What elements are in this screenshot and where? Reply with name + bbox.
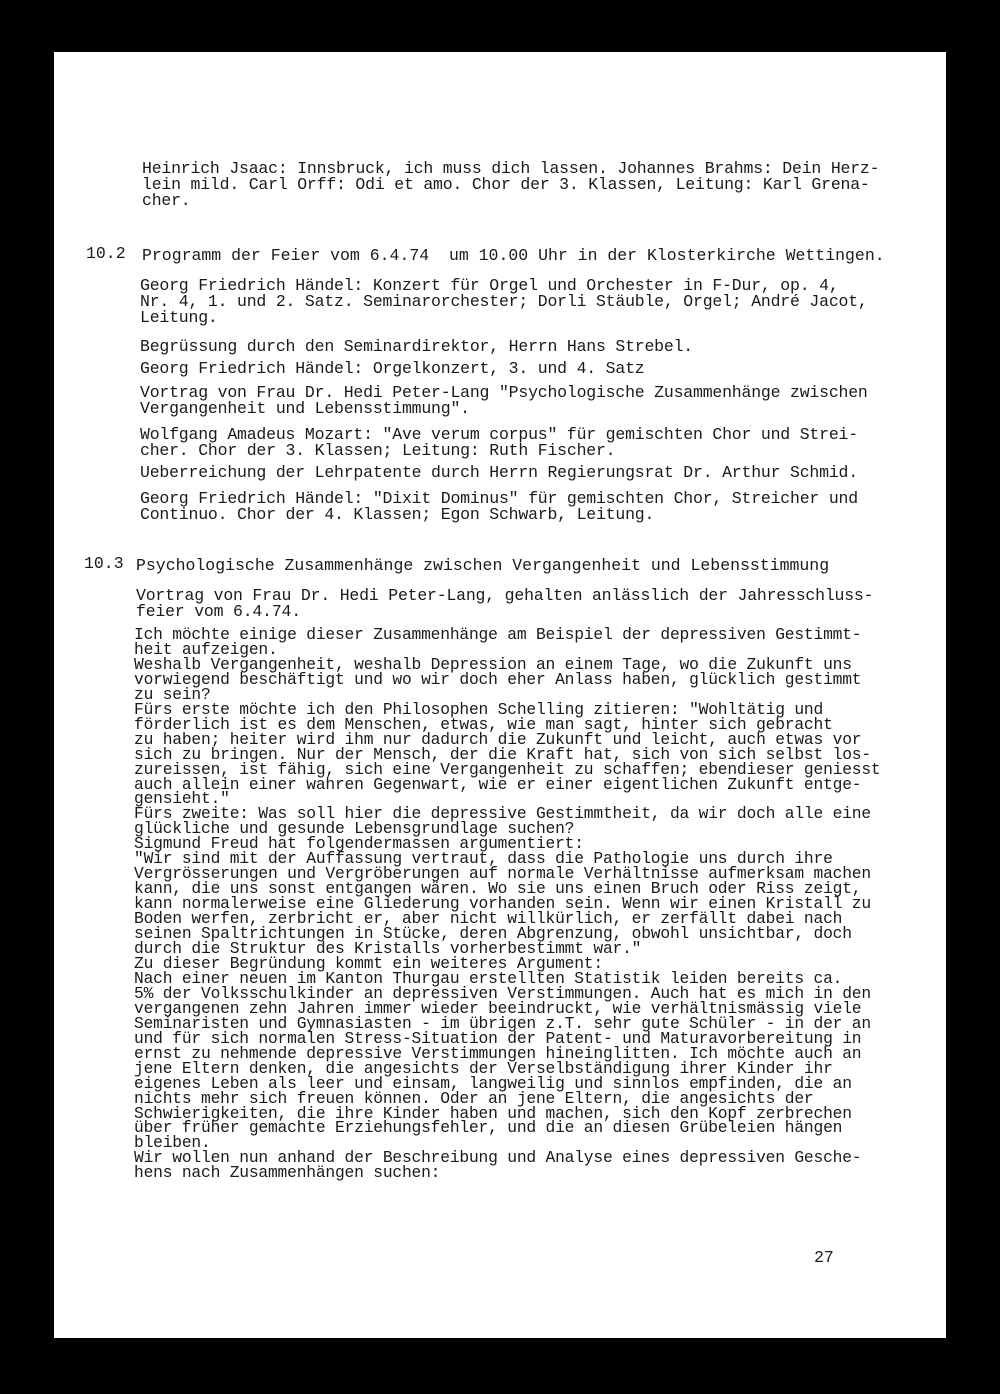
- document-page: [54, 52, 946, 1338]
- program-item-7: Georg Friedrich Händel: "Dixit Dominus" für gemischten Chor, Streicher und Continuo. Chor der 4. Klassen; Egon Schwarb, Leitung.: [140, 489, 858, 524]
- program-item-3: Georg Friedrich Händel: Orgelkonzert, 3. und 4. Satz: [140, 359, 645, 378]
- section-title-10-2: Programm der Feier vom 6.4.74 um 10.00 Uhr in der Klosterkirche Wettingen.: [142, 246, 885, 265]
- lecture-body: Ich möchte einige dieser Zusammenhänge am Beispiel der depressiven Gestimmt- heit aufzeigen. Weshalb Vergangenheit, weshalb Depression an einem Tage, wo die Zukunft uns vorwiegend beschäftigt und wo wir doch eher Anlass haben, glücklich gestimmt zu sein? Fürs erste möchte ich den Philosophen Schelling zitieren: "Wohltätig und förderlich ist es dem Menschen, etwas, wie man sagt, hinter sich gebracht zu haben; heiter wird ihm nur dadurch die Zukunft und leicht, auch etwas vor sich zu bringen. Nur der Mensch, der die Kraft hat, sich von sich selbst los- zureissen, ist fähig, sich eine Vergangenheit zu schaffen; ebendieser geniesst auch allein einer wahren Gegenwart, wie er einer eigentlichen Zukunft entge- gensieht." Fürs zweite: Was soll hier die depressive Gestimmtheit, da wir doch alle eine glückliche und gesunde Lebensgrundlage suchen? Sigmund Freud hat folgendermassen argumentiert: "Wir sind mit der Auffassung vertraut, dass die Pathologie uns durch ihre Vergrösserungen und Vergröberungen auf normale Verhältnisse aufmerksam machen kann, die uns sonst entgangen wären. Wo sie uns einen Bruch oder Riss zeigt, kann normalerweise eine Gliederung vorhanden sein. Wenn wir einen Kristall zu Boden werfen, zerbricht er, aber nicht willkürlich, er zerfällt dabei nach seinen Spaltrichtungen in Stücke, deren Abgrenzung, obwohl unsichtbar, doch durch die Struktur des Kristalls vorherbestimmt war." Zu dieser Begründung kommt ein weiteres Argument: Nach einer neuen im Kanton Thurgau erstellten Statistik leiden bereits ca. 5% der Volksschulkinder an depressiven Verstimmungen. Auch hat es mich in den vergangenen zehn Jahren immer wieder beeindruckt, wie verhältnismässig viele Seminaristen und Gymnasiasten - im übrigen z.T. sehr gute Schüler - in der an und für sich normalen Stress-Situation der Patent- und Maturavorbereitung in ernst zu nehmende depressive Verstimmungen hineinglitten. Ich möchte auch an jene Eltern denken, die angesichts der Verselbständigung ihrer Kinder ihr eigenes Leben als leer und einsam, langweilig und sinnlos empfinden, die an nichts mehr sich freuen können. Oder an jene Eltern, die angesichts der Schwierigkeiten, die ihre Kinder haben und machen, sich den Kopf zerbrechen über früher gemachte Erziehungsfehler, und die an diesen Grübeleien hängen bleiben. Wir wollen nun anhand der Beschreibung und Analyse eines depressiven Gesche- hens nach Zusammenhängen suchen:: [134, 625, 881, 1183]
- section-title-10-3: Psychologische Zusammenhänge zwischen Vergangenheit und Lebensstimmung: [136, 556, 830, 575]
- program-item-1: Georg Friedrich Händel: Konzert für Orgel und Orchester in F-Dur, op. 4, Nr. 4, 1. und 2. Satz. Seminarorchester; Dorli Stäuble, Orgel; André Jacot, Leitung.: [140, 276, 868, 327]
- section-number-10-2: 10.2: [86, 244, 126, 263]
- program-item-6: Ueberreichung der Lehrpatente durch Herrn Regierungsrat Dr. Arthur Schmid.: [140, 463, 858, 482]
- lecture-subtitle: Vortrag von Frau Dr. Hedi Peter-Lang, gehalten anlässlich der Jahresschluss- feier vom 6.4.74.: [136, 586, 874, 621]
- section-number-10-3: 10.3: [84, 554, 124, 573]
- intro-paragraph: Heinrich Jsaac: Innsbruck, ich muss dich lassen. Johannes Brahms: Dein Herz- lein mild. Carl Orff: Odi et amo. Chor der 3. Klassen, Leitung: Karl Grena- cher.: [142, 159, 880, 210]
- page-number: 27: [814, 1248, 834, 1267]
- program-item-2: Begrüssung durch den Seminardirektor, Herrn Hans Strebel.: [140, 337, 693, 356]
- program-item-4: Vortrag von Frau Dr. Hedi Peter-Lang "Psychologische Zusammenhänge zwischen Vergangenheit und Lebensstimmung".: [140, 383, 868, 418]
- program-item-5: Wolfgang Amadeus Mozart: "Ave verum corpus" für gemischten Chor und Strei- cher. Chor der 3. Klassen; Leitung: Ruth Fischer.: [140, 425, 858, 460]
